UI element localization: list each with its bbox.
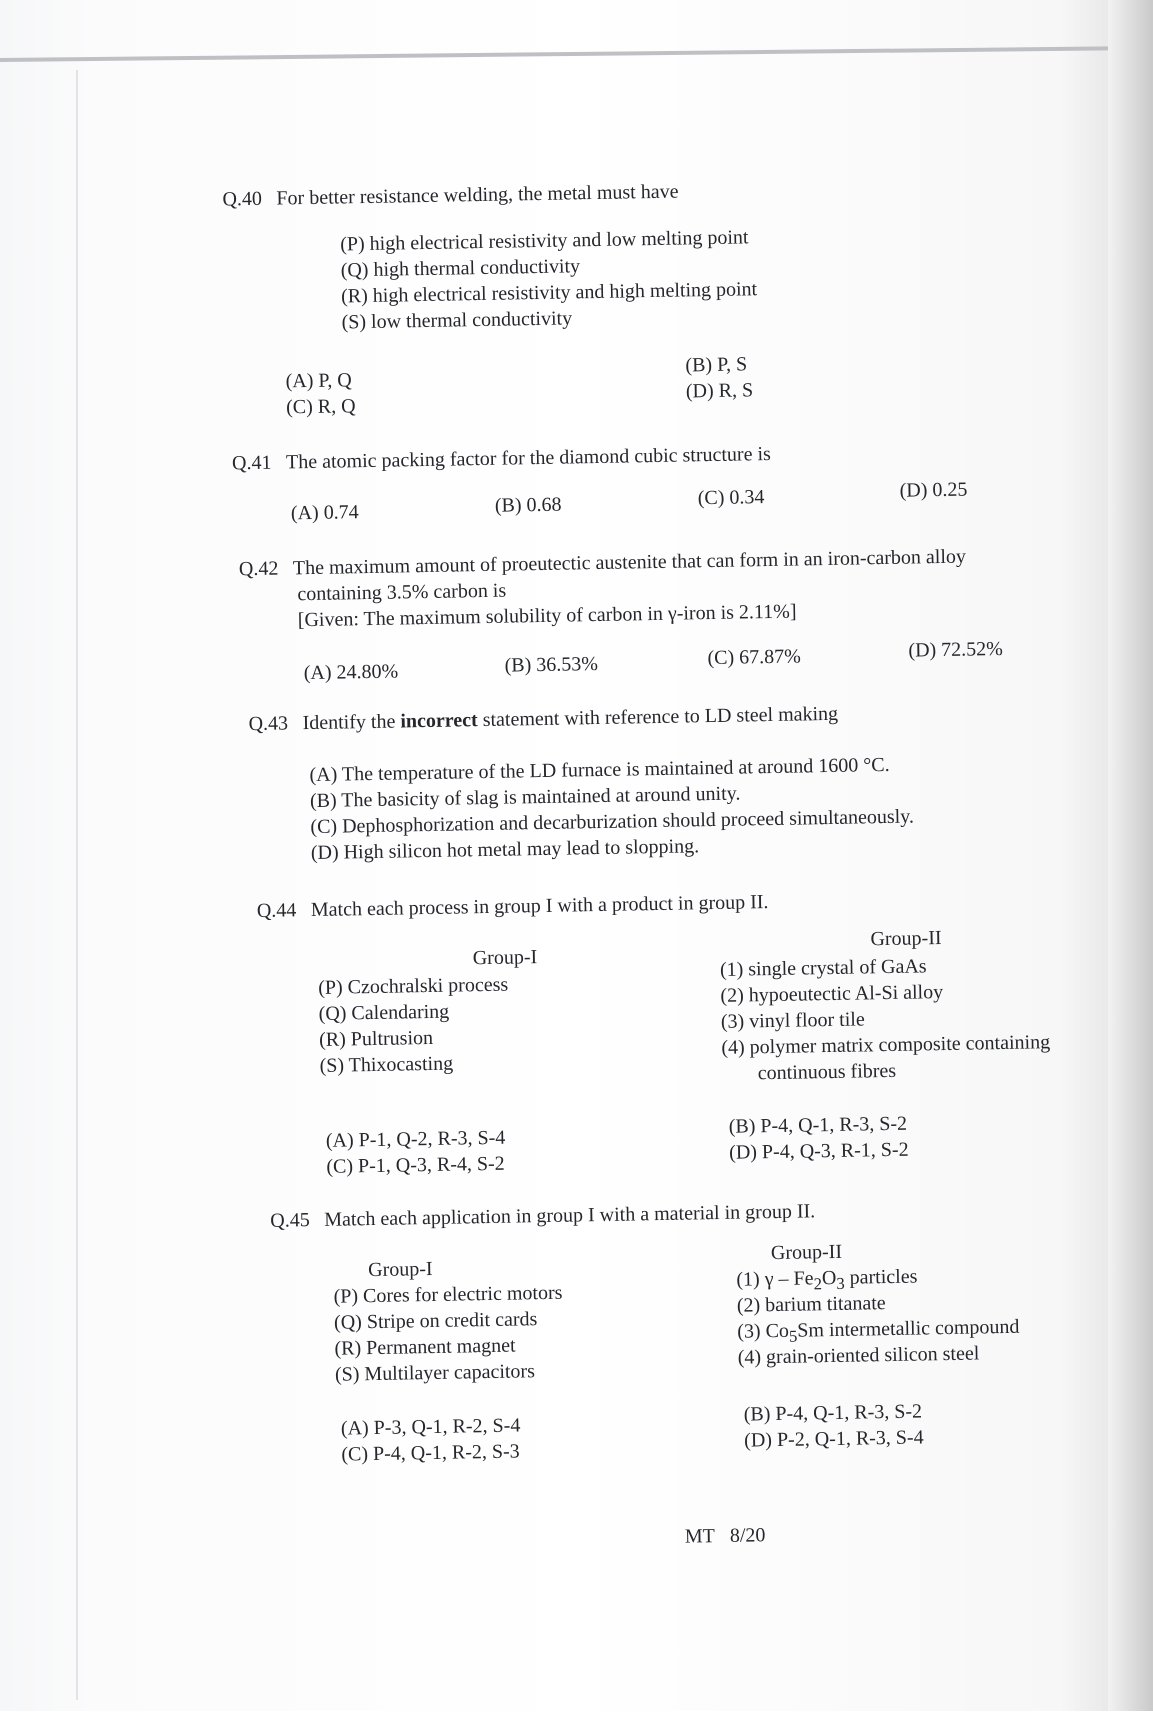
q45-group1-s: (S) Multilayer capacitors bbox=[334, 1360, 536, 1386]
q45-group2-4: (4) grain-oriented silicon steel bbox=[737, 1342, 980, 1369]
q44-group1-q: (Q) Calendaring bbox=[318, 1000, 450, 1025]
q40-option-a[interactable]: (A) P, Q bbox=[285, 369, 352, 393]
q44-group2-2: (2) hypoeutectic Al-Si alloy bbox=[720, 981, 944, 1007]
q44-group2-3: (3) vinyl floor tile bbox=[720, 1008, 865, 1033]
q43-number: Q.43 bbox=[248, 712, 289, 736]
q43-stem-pre: Identify the bbox=[302, 710, 396, 735]
q45-group1-q: (Q) Stripe on credit cards bbox=[333, 1308, 538, 1334]
q44-stem bbox=[257, 890, 769, 924]
q45-group2-3-post: Sm intermetallic compound bbox=[797, 1315, 1020, 1342]
q42-stem-line2: containing 3.5% carbon is bbox=[297, 579, 507, 606]
q44-group1-r: (R) Pultrusion bbox=[318, 1026, 434, 1051]
q40-option-c[interactable]: (C) R, Q bbox=[285, 395, 356, 419]
q45-group2-title: Group-II bbox=[770, 1240, 843, 1265]
q44-group1-title: Group-I bbox=[472, 946, 538, 970]
q40-stem-text: For better resistance welding, the metal must have bbox=[276, 180, 679, 210]
q45-group1-title: Group-I bbox=[367, 1257, 433, 1282]
q40-option-b[interactable]: (B) P, S bbox=[685, 353, 748, 377]
q44-group1-p: (P) Czochralski process bbox=[318, 973, 509, 999]
q43-option-b[interactable]: (B) The basicity of slag is maintained at around unity. bbox=[309, 782, 741, 813]
q45-group2-1-pre: (1) γ – Fe bbox=[736, 1267, 814, 1291]
q45-stem-text: Match each application in group I with a material in group II. bbox=[324, 1200, 816, 1231]
q40-statement-q: (Q) high thermal conductivity bbox=[340, 255, 581, 282]
q41-option-a[interactable]: (A) 0.74 bbox=[290, 501, 359, 525]
q45-group2-1-post: particles bbox=[844, 1265, 918, 1289]
q45-option-c[interactable]: (C) P-4, Q-1, R-2, S-3 bbox=[341, 1440, 520, 1466]
q43-option-a[interactable]: (A) The temperature of the LD furnace is maintained at around 1600 °C. bbox=[309, 753, 890, 787]
q44-stem-text: Match each process in group I with a product in group II. bbox=[310, 891, 769, 922]
q42-number: Q.42 bbox=[238, 557, 279, 581]
q44-group1-s: (S) Thixocasting bbox=[319, 1052, 454, 1077]
q40-number: Q.40 bbox=[222, 187, 263, 211]
q42-stem bbox=[239, 545, 966, 583]
q44-group2-4-cont: continuous fibres bbox=[757, 1059, 897, 1085]
q42-option-c[interactable]: (C) 67.87% bbox=[707, 645, 802, 670]
q44-option-a[interactable]: (A) P-1, Q-2, R-3, S-4 bbox=[325, 1126, 506, 1152]
q43-stem-bold: incorrect bbox=[400, 709, 478, 733]
q42-option-b[interactable]: (B) 36.53% bbox=[504, 653, 599, 677]
q44-option-c[interactable]: (C) P-1, Q-3, R-4, S-2 bbox=[326, 1152, 505, 1178]
q45-group1-p: (P) Cores for electric motors bbox=[333, 1281, 563, 1308]
q45-group2-2: (2) barium titanate bbox=[736, 1292, 886, 1317]
q41-number: Q.41 bbox=[231, 451, 272, 475]
q41-option-b[interactable]: (B) 0.68 bbox=[494, 493, 562, 517]
q41-option-c[interactable]: (C) 0.34 bbox=[697, 486, 765, 510]
q44-number: Q.44 bbox=[256, 899, 297, 923]
q45-group2-1-sub2: 3 bbox=[836, 1273, 845, 1293]
q44-option-b[interactable]: (B) P-4, Q-1, R-3, S-2 bbox=[728, 1112, 908, 1138]
q45-group2-3-pre: (3) Co bbox=[737, 1319, 790, 1343]
q44-group2-1: (1) single crystal of GaAs bbox=[719, 955, 927, 981]
q45-option-b[interactable]: (B) P-4, Q-1, R-3, S-2 bbox=[743, 1400, 923, 1426]
q45-option-d[interactable]: (D) P-2, Q-1, R-3, S-4 bbox=[744, 1426, 924, 1452]
q43-stem bbox=[248, 702, 838, 737]
q42-option-d[interactable]: (D) 72.52% bbox=[908, 637, 1004, 662]
q41-stem-text: The atomic packing factor for the diamond cubic structure is bbox=[285, 442, 772, 474]
q44-group2-4: (4) polymer matrix composite containing bbox=[721, 1031, 1051, 1059]
q40-statement-r: (R) high electrical resistivity and high melting point bbox=[340, 278, 758, 308]
q42-stem-line3: [Given: The maximum solubility of carbon in γ-iron is 2.11%] bbox=[297, 600, 797, 632]
q41-stem bbox=[232, 442, 771, 476]
q44-option-d[interactable]: (D) P-4, Q-3, R-1, S-2 bbox=[728, 1138, 909, 1164]
q44-group2-title: Group-II bbox=[870, 927, 942, 951]
q40-option-d[interactable]: (D) R, S bbox=[685, 379, 754, 403]
q45-group2-3-sub: 5 bbox=[788, 1326, 798, 1346]
q40-stem bbox=[222, 180, 678, 213]
q45-group2-1-sub1: 2 bbox=[813, 1274, 823, 1294]
q41-option-d[interactable]: (D) 0.25 bbox=[899, 478, 968, 502]
q42-stem-line1: The maximum amount of proeutectic austenite that can form in an iron-carbon alloy bbox=[292, 545, 967, 580]
q45-group1-r: (R) Permanent magnet bbox=[334, 1334, 516, 1360]
q40-statement-p: (P) high electrical resistivity and low melting point bbox=[340, 226, 749, 256]
q42-option-a[interactable]: (A) 24.80% bbox=[303, 660, 399, 685]
q45-number: Q.45 bbox=[270, 1209, 310, 1232]
footer-code: MT bbox=[684, 1525, 716, 1548]
q40-statement-s: (S) low thermal conductivity bbox=[341, 307, 573, 334]
q45-stem bbox=[270, 1199, 815, 1234]
q43-option-d[interactable]: (D) High silicon hot metal may lead to slopping. bbox=[310, 835, 700, 865]
q45-option-a[interactable]: (A) P-3, Q-1, R-2, S-4 bbox=[340, 1414, 521, 1440]
q43-option-c[interactable]: (C) Dephosphorization and decarburization should proceed simultaneously. bbox=[310, 805, 915, 839]
page-footer bbox=[685, 1524, 766, 1548]
q43-stem-post: statement with reference to LD steel making bbox=[482, 702, 839, 732]
footer-page-number: 8/20 bbox=[729, 1524, 766, 1547]
q45-group2-1-mid: O bbox=[821, 1266, 837, 1290]
